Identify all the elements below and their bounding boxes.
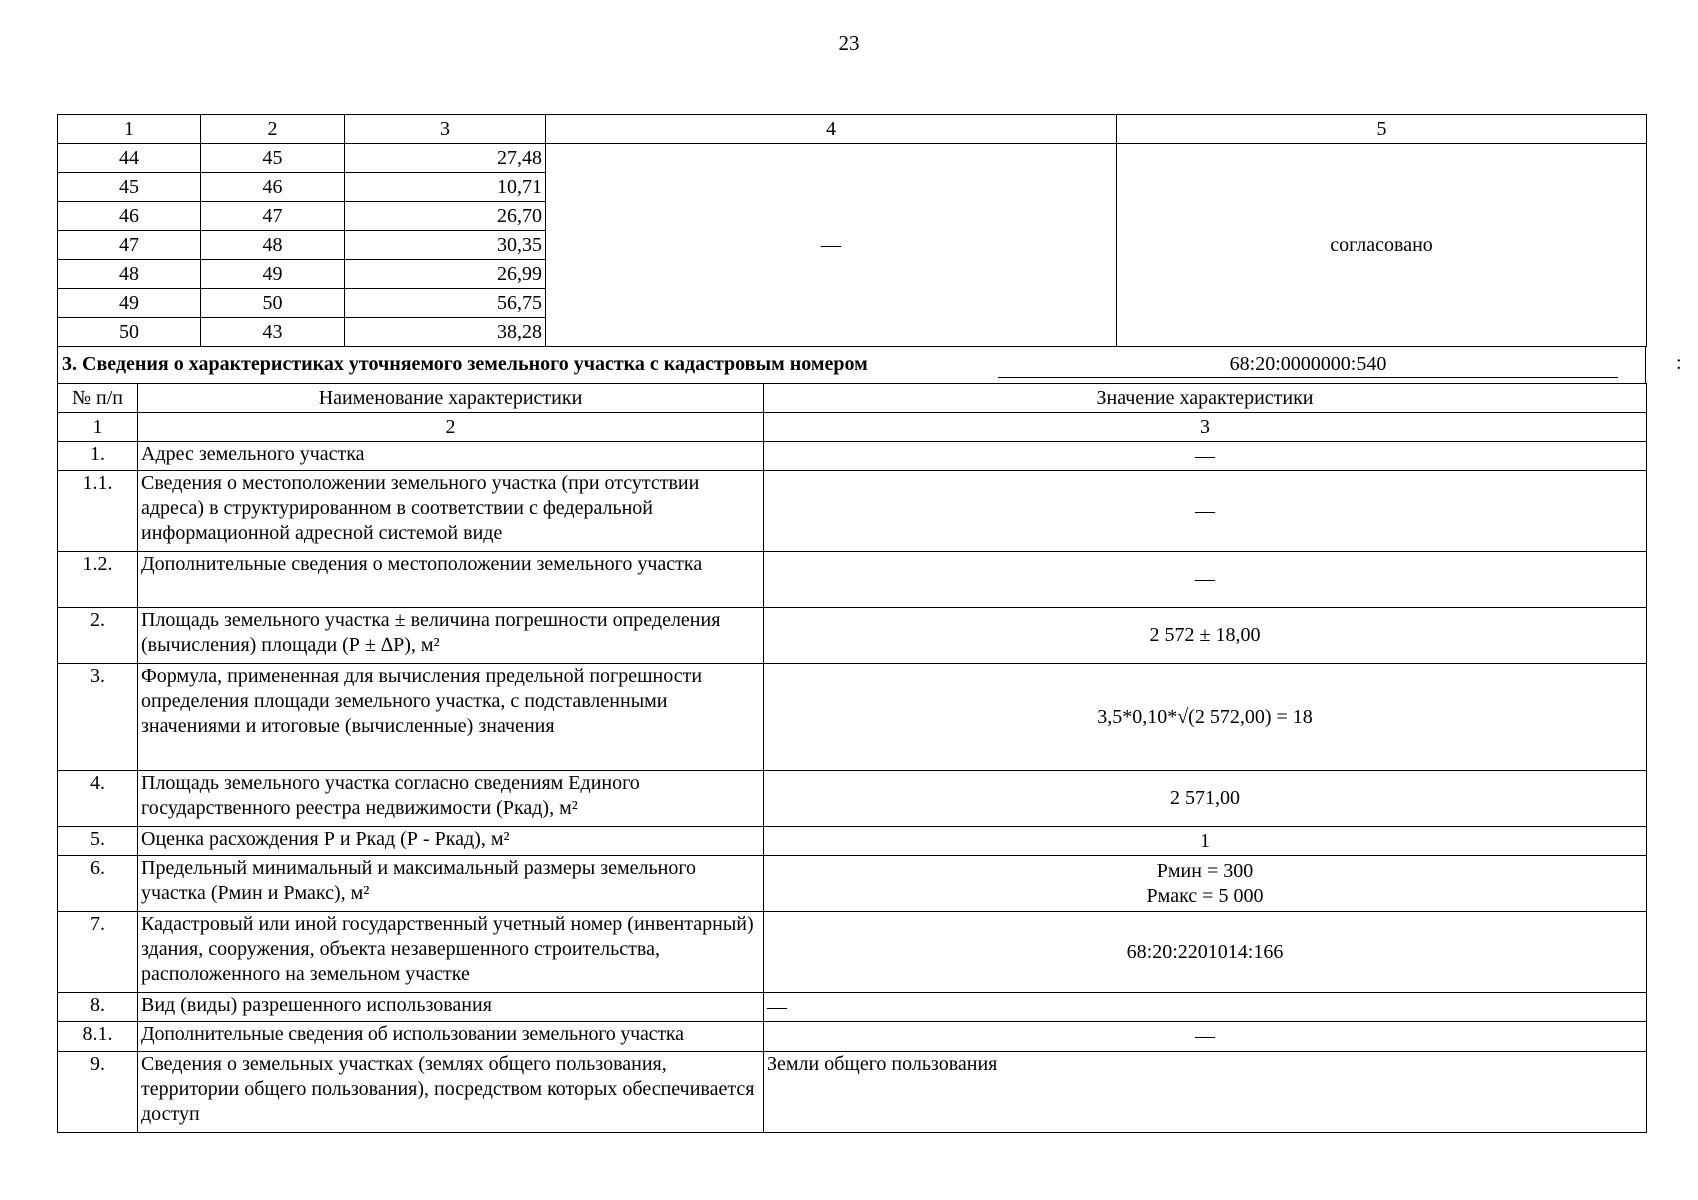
row-number: 1. bbox=[58, 442, 138, 471]
column-index: 3 bbox=[764, 413, 1647, 442]
table-row bbox=[58, 827, 1647, 856]
table-row bbox=[58, 664, 1647, 771]
table-row bbox=[58, 144, 1647, 173]
characteristic-name: Вид (виды) разрешенного использования bbox=[138, 993, 764, 1022]
characteristic-value: 2 571,00 bbox=[764, 771, 1647, 827]
segment-length: 30,35 bbox=[345, 231, 546, 260]
segment-length: 26,70 bbox=[345, 202, 546, 231]
to-point: 47 bbox=[201, 202, 345, 231]
table-row bbox=[58, 471, 1647, 552]
table-row bbox=[58, 1052, 1647, 1133]
row-number: 1.1. bbox=[58, 471, 138, 552]
characteristic-value: — bbox=[764, 1022, 1647, 1052]
from-point: 49 bbox=[58, 289, 201, 318]
characteristic-name: Оценка расхождения Р и Ркад (Р - Ркад), м² bbox=[138, 827, 764, 856]
to-point: 43 bbox=[201, 318, 345, 347]
characteristic-name: Дополнительные сведения об использовании земельного участка bbox=[138, 1022, 764, 1052]
characteristic-name: Сведения о земельных участках (землях общего пользования, территории общего пользования), посредством которых обеспечивается доступ bbox=[138, 1052, 764, 1133]
to-point: 45 bbox=[201, 144, 345, 173]
from-point: 44 bbox=[58, 144, 201, 173]
segment-length: 38,28 bbox=[345, 318, 546, 347]
colon: : bbox=[1676, 352, 1682, 374]
row-number: 8.1. bbox=[58, 1022, 138, 1052]
column-header: 5 bbox=[1117, 115, 1647, 144]
row-number: 2. bbox=[58, 608, 138, 664]
table-row bbox=[58, 912, 1647, 993]
column-index: 2 bbox=[138, 413, 764, 442]
min-size: Рмин = 300 bbox=[1156, 859, 1254, 882]
approval-status: согласовано bbox=[1117, 144, 1647, 347]
table-header-row bbox=[58, 384, 1647, 413]
characteristic-value: — bbox=[764, 993, 1647, 1022]
max-size: Рмакс = 5 000 bbox=[1146, 884, 1264, 907]
column-header-value: Значение характеристики bbox=[764, 384, 1647, 413]
characteristic-value bbox=[764, 856, 1647, 912]
table-row bbox=[58, 608, 1647, 664]
characteristic-name: Кадастровый или иной государственный учетный номер (инвентарный) здания, сооружения, объекта незавершенного строительства, расположенного на земельном участке bbox=[138, 912, 764, 993]
row-number: 4. bbox=[58, 771, 138, 827]
page-number: 23 bbox=[838, 31, 860, 55]
characteristics-table bbox=[57, 383, 1647, 1133]
table-row bbox=[58, 1022, 1647, 1052]
characteristic-value: Земли общего пользования bbox=[764, 1052, 1647, 1133]
row-number: 8. bbox=[58, 993, 138, 1022]
table-subheader-row bbox=[58, 413, 1647, 442]
column-header-num: № п/п bbox=[58, 384, 138, 413]
table-row bbox=[58, 771, 1647, 827]
segment-length: 26,99 bbox=[345, 260, 546, 289]
characteristic-name: Дополнительные сведения о местоположении земельного участка bbox=[138, 552, 764, 608]
characteristic-name: Площадь земельного участка согласно сведениям Единого государственного реестра недвижимости (Ркад), м² bbox=[138, 771, 764, 827]
characteristic-value: 68:20:2201014:166 bbox=[764, 912, 1647, 993]
column-header: 1 bbox=[58, 115, 201, 144]
from-point: 45 bbox=[58, 173, 201, 202]
table-row bbox=[58, 856, 1647, 912]
from-point: 46 bbox=[58, 202, 201, 231]
row-number: 1.2. bbox=[58, 552, 138, 608]
to-point: 48 bbox=[201, 231, 345, 260]
characteristic-value: 2 572 ± 18,00 bbox=[764, 608, 1647, 664]
characteristic-value: 3,5*0,10*√(2 572,00) = 18 bbox=[764, 664, 1647, 771]
characteristic-name: Площадь земельного участка ± величина погрешности определения (вычисления) площади (Р ± ∆Р), м² bbox=[138, 608, 764, 664]
to-point: 49 bbox=[201, 260, 345, 289]
column-header: 3 bbox=[345, 115, 546, 144]
cadastral-number: 68:20:0000000:540 bbox=[998, 353, 1618, 378]
table-row bbox=[58, 442, 1647, 471]
row-number: 3. bbox=[58, 664, 138, 771]
characteristic-value: — bbox=[764, 442, 1647, 471]
characteristic-value: 1 bbox=[764, 827, 1647, 856]
characteristic-value: — bbox=[764, 552, 1647, 608]
column-header-name: Наименование характеристики bbox=[138, 384, 764, 413]
characteristic-value: — bbox=[764, 471, 1647, 552]
section-3-heading bbox=[57, 347, 1682, 384]
column-header: 2 bbox=[201, 115, 345, 144]
segment-length: 27,48 bbox=[345, 144, 546, 173]
table-header-row bbox=[58, 115, 1647, 144]
column-4-value: — bbox=[546, 144, 1117, 347]
section-title: 3. Сведения о характеристиках уточняемого земельного участка с кадастровым номером bbox=[62, 353, 868, 375]
characteristic-name: Сведения о местоположении земельного участка (при отсутствии адреса) в структурированном в соответствии с федеральной информационной адресной системой виде bbox=[138, 471, 764, 552]
row-number: 5. bbox=[58, 827, 138, 856]
from-point: 48 bbox=[58, 260, 201, 289]
to-point: 50 bbox=[201, 289, 345, 318]
boundary-parts-table bbox=[57, 114, 1647, 347]
segment-length: 10,71 bbox=[345, 173, 546, 202]
to-point: 46 bbox=[201, 173, 345, 202]
characteristic-name: Формула, примененная для вычисления предельной погрешности определения площади земельного участка, с подставленными значениями и итоговые (вычисленные) значения bbox=[138, 664, 764, 771]
column-header: 4 bbox=[546, 115, 1117, 144]
table-row bbox=[58, 993, 1647, 1022]
from-point: 50 bbox=[58, 318, 201, 347]
row-number: 6. bbox=[58, 856, 138, 912]
from-point: 47 bbox=[58, 231, 201, 260]
row-number: 9. bbox=[58, 1052, 138, 1133]
characteristic-name: Адрес земельного участка bbox=[138, 442, 764, 471]
column-index: 1 bbox=[58, 413, 138, 442]
segment-length: 56,75 bbox=[345, 289, 546, 318]
characteristic-name: Предельный минимальный и максимальный размеры земельного участка (Рмин и Рмакс), м² bbox=[138, 856, 764, 912]
table-row bbox=[58, 552, 1647, 608]
row-number: 7. bbox=[58, 912, 138, 993]
